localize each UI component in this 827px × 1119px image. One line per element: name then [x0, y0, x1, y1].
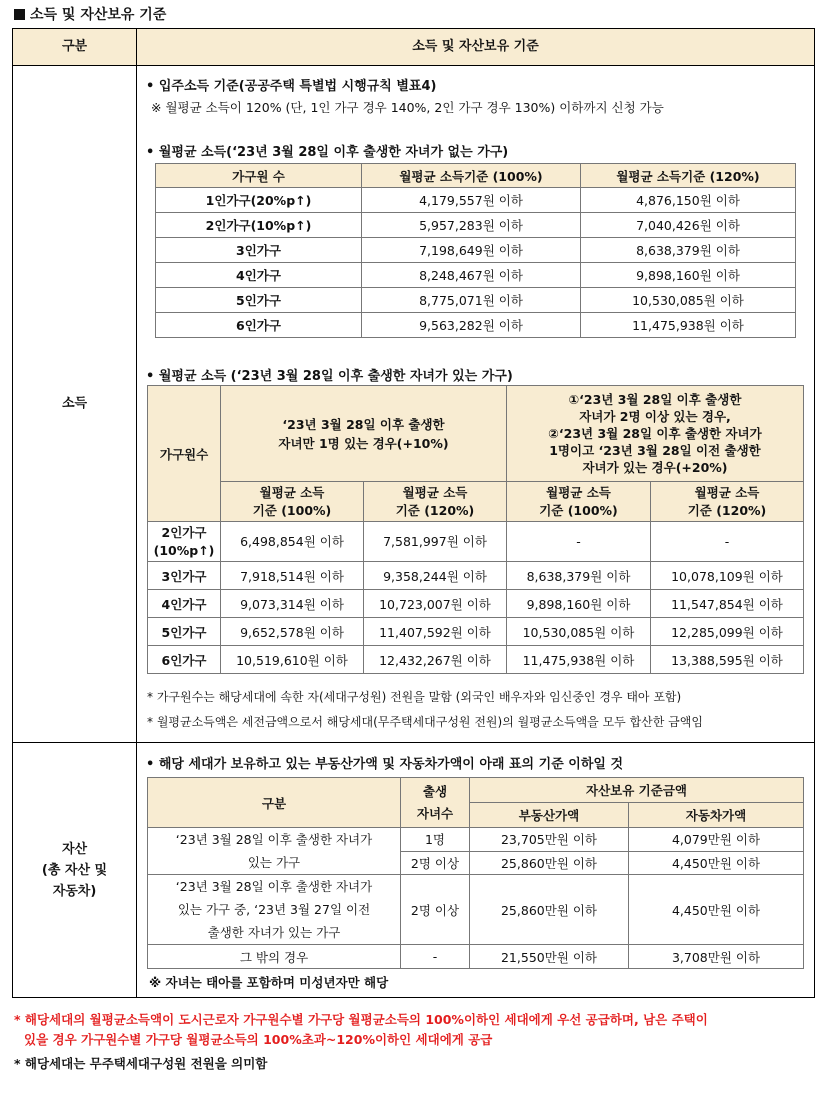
black-square-icon — [14, 9, 25, 20]
header-criteria: 소득 및 자산보유 기준 — [412, 39, 539, 54]
income-note-1: * 가구원수는 해당세대에 속한 자(세대구성원) 전원을 말함 (외국인 배우자와 임신중인 경우 태아 포함) — [147, 690, 682, 704]
table-row: ‘23년 3월 28일 이후 출생한 자녀가 있는 가구 중, ‘23년 3월 27일 이전 출생한 자녀가 있는 가구 2명 이상 25,860만원 이하 4,450만원 이하 — [148, 875, 804, 945]
asset-header-children: 출생 자녀수 — [401, 778, 470, 828]
table-row: 4인가구 9,073,314원 이하 10,723,007원 이하 9,898,160원 이하 11,547,854원 이하 — [148, 590, 804, 618]
table-row: 2인가구(10%p↑) 5,957,283원 이하 7,040,426원 이하 — [156, 213, 796, 238]
table-row: 그 밖의 경우 - 21,550만원 이하 3,708만원 이하 — [148, 945, 804, 969]
t2-group2: ①‘23년 3월 28일 이후 출생한 자녀가 2명 이상 있는 경우, ②‘23년 3월 28일 이후 출생한 자녀가 1명이고 ‘23년 3월 28일 이전 출생한 자녀가 있는 경우(+20%) — [507, 386, 804, 482]
table2-title: • 월평균 소득 (‘23년 3월 28일 이후 출생한 자녀가 있는 가구) — [146, 369, 513, 384]
page-title-text: 소득 및 자산보유 기준 — [30, 7, 167, 23]
t1-header: 월평균 소득기준 (100%) — [362, 164, 581, 188]
priority-footnote: * 해당세대의 월평균소득액이 도시근로자 가구원수별 가구당 월평균소득의 100%이하인 세대에게 우선 공급하며, 남은 주택이 있을 경우 가구원수별 가구당 월평균소득의 100%초과~120%이하인 세대에게 공급 — [14, 1012, 708, 1047]
t2-group1: ‘23년 3월 28일 이후 출생한 자녀만 1명 있는 경우(+10%) — [221, 386, 507, 482]
income-note-2: * 월평균소득액은 세전금액으로서 해당세대(무주택세대구성원 전원)의 월평균소득액을 모두 합산한 금액임 — [147, 715, 703, 729]
table-row: 3인가구 7,198,649원 이하 8,638,379원 이하 — [156, 238, 796, 263]
asset-table — [147, 777, 804, 969]
asset-bullet: • 해당 세대가 보유하고 있는 부동산가액 및 자동차가액이 아래 표의 기준 이하일 것 — [146, 757, 624, 772]
asset-note: ※ 자녀는 태아를 포함하며 미성년자만 해당 — [149, 975, 389, 990]
table-row: 4인가구 8,248,467원 이하 9,898,160원 이하 — [156, 263, 796, 288]
section-divider — [13, 742, 814, 743]
income-table-no-newborn — [155, 163, 796, 338]
table-row: 2인가구 (10%p↑) 6,498,854원 이하 7,581,997원 이하 - - — [148, 522, 804, 562]
t2-subheader: 월평균 소득 기준 (100%) — [221, 482, 364, 522]
table-row: 6인가구 9,563,282원 이하 11,475,938원 이하 — [156, 313, 796, 338]
income-label: 소득 — [61, 396, 88, 411]
t2-rowhead: 가구원수 — [148, 386, 221, 522]
table1-title: • 월평균 소득(‘23년 3월 28일 이후 출생한 자녀가 없는 가구) — [146, 145, 509, 160]
table-row: 2명 이상 25,860만원 이하 4,450만원 이하 — [148, 851, 804, 875]
header-category: 구분 — [61, 39, 88, 54]
asset-label: 자산 (총 자산 및 자동차) — [41, 842, 108, 899]
asset-header-category: 구분 — [148, 778, 401, 828]
t2-subheader: 월평균 소득 기준 (120%) — [364, 482, 507, 522]
asset-header-car: 자동차가액 — [629, 803, 804, 828]
t2-subheader: 월평균 소득 기준 (120%) — [651, 482, 804, 522]
table-row: 3인가구 7,918,514원 이하 9,358,244원 이하 8,638,379원 이하 10,078,109원 이하 — [148, 562, 804, 590]
income-table-newborn — [147, 385, 804, 674]
asset-header-group: 자산보유 기준금액 — [470, 778, 804, 803]
column-divider — [136, 29, 137, 997]
t1-header: 월평균 소득기준 (120%) — [581, 164, 796, 188]
table-header-row — [13, 29, 814, 66]
table-row: 1인가구(20%p↑) 4,179,557원 이하 4,876,150원 이하 — [156, 188, 796, 213]
t2-subheader: 월평균 소득 기준 (100%) — [507, 482, 651, 522]
t1-header: 가구원 수 — [156, 164, 362, 188]
table-row: ‘23년 3월 28일 이후 출생한 자녀가 있는 가구 1명 23,705만원 이하 4,079만원 이하 — [148, 828, 804, 852]
asset-header-realestate: 부동산가액 — [470, 803, 629, 828]
page-title — [14, 4, 166, 24]
criteria-table — [12, 28, 815, 998]
table-row: 6인가구 10,519,610원 이하 12,432,267원 이하 11,475,938원 이하 13,388,595원 이하 — [148, 646, 804, 674]
income-basis-note: ※ 월평균 소득이 120% (단, 1인 가구 경우 140%, 2인 가구 경우 130%) 이하까지 신청 가능 — [151, 100, 664, 115]
income-basis-bullet: • 입주소득 기준(공공주택 특별법 시행규칙 별표4) — [146, 79, 437, 94]
table-row: 5인가구 9,652,578원 이하 11,407,592원 이하 10,530,085원 이하 12,285,099원 이하 — [148, 618, 804, 646]
table-row: 5인가구 8,775,071원 이하 10,530,085원 이하 — [156, 288, 796, 313]
household-footnote: * 해당세대는 무주택세대구성원 전원을 의미함 — [14, 1056, 268, 1071]
